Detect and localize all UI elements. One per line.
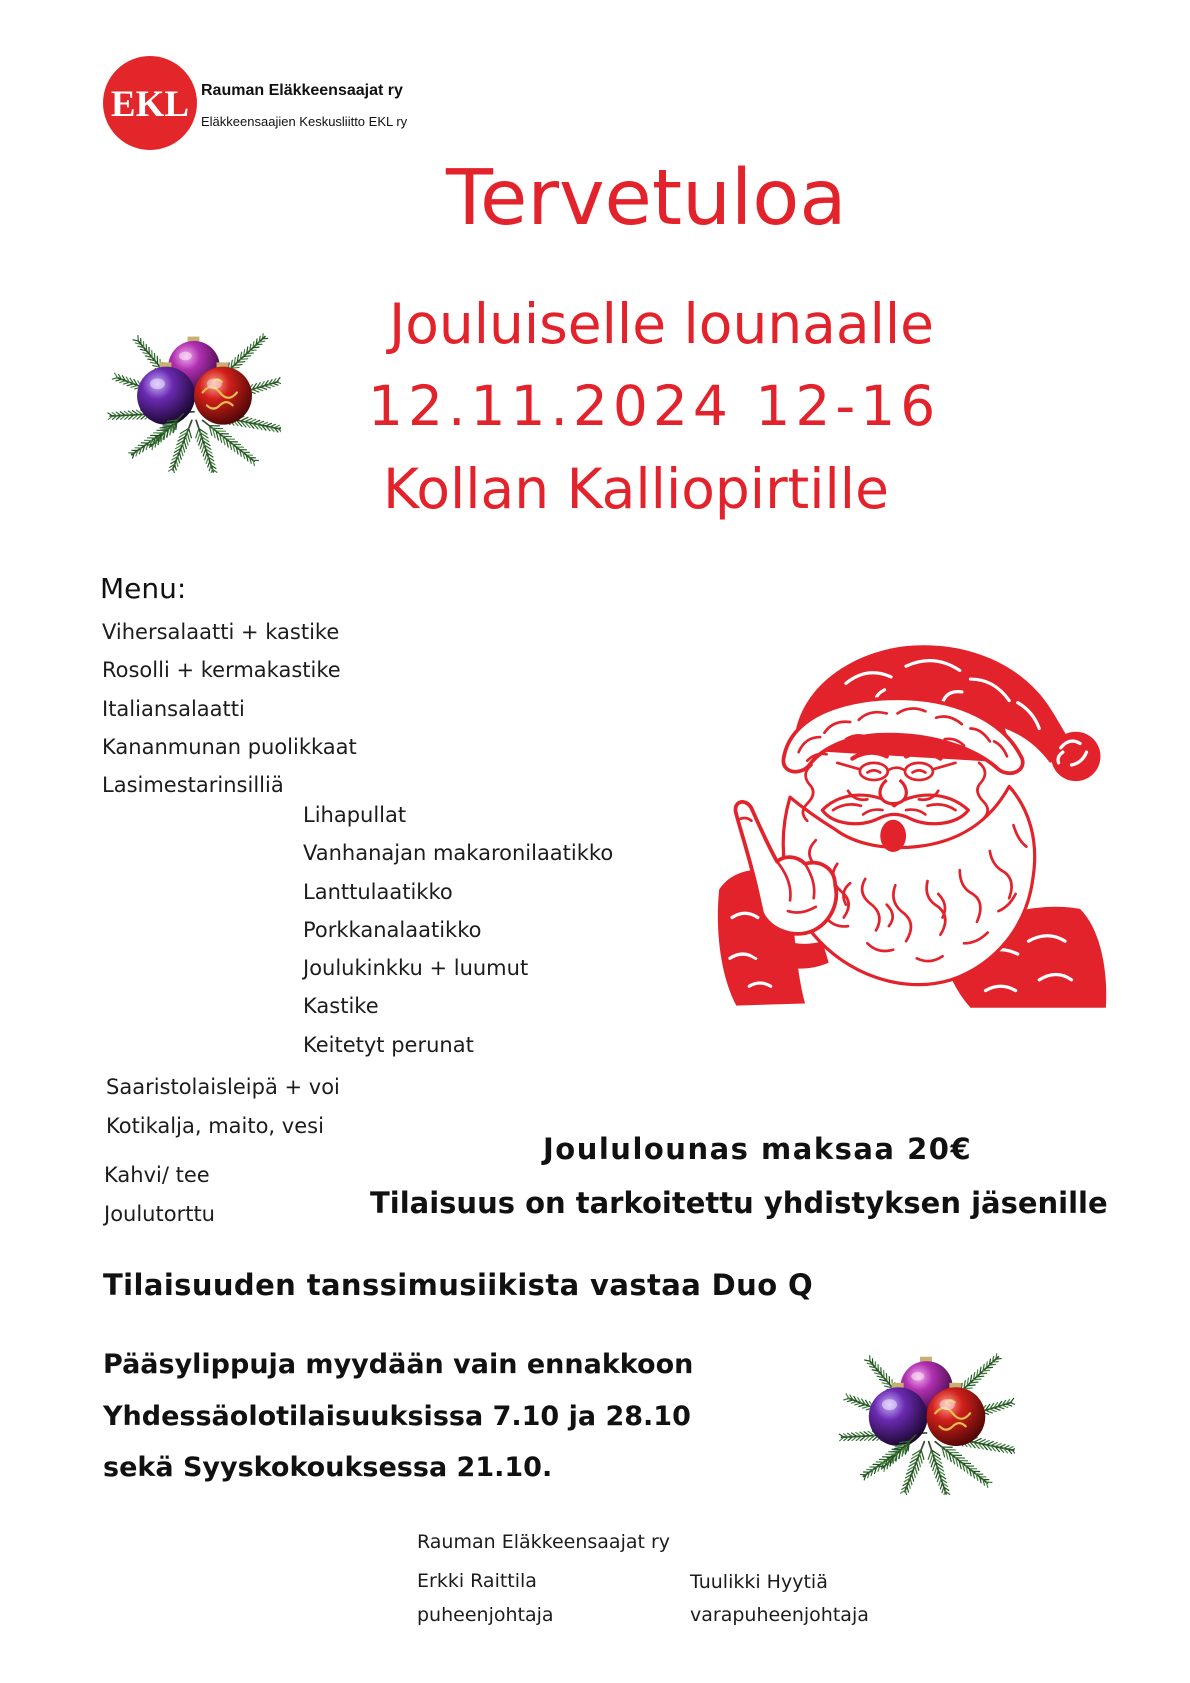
ticket-line: Yhdessäolotilaisuuksissa 7.10 ja 28.10 — [103, 1400, 691, 1432]
ekl-logo — [102, 55, 198, 151]
chair-role: puheenjohtaja — [417, 1604, 554, 1626]
logo-text: EKL — [110, 84, 190, 125]
christmas-ornaments-icon — [107, 328, 281, 473]
vice-chair-role: varapuheenjohtaja — [690, 1604, 869, 1626]
organization-name: Rauman Eläkkeensaajat ry — [201, 82, 403, 99]
menu-item: Italiansalaatti — [102, 696, 245, 721]
music-text: Tilaisuuden tanssimusiikista vastaa Duo Q — [103, 1268, 814, 1302]
menu-item: Kastike — [303, 994, 379, 1019]
menu-sides — [106, 1068, 340, 1146]
violet-bauble — [137, 367, 195, 425]
menu-item: Rosolli + kermakastike — [102, 658, 341, 683]
menu-item: Lasimestarinsilliä — [102, 773, 284, 798]
federation-name: Eläkkeensaajien Keskusliitto EKL ry — [201, 114, 408, 129]
menu-item: Joulukinkku + luumut — [303, 956, 529, 981]
menu-mains — [303, 796, 613, 1064]
menu-item: Kahvi/ tee — [104, 1163, 210, 1187]
menu-item: Vanhanajan makaronilaatikko — [303, 841, 614, 866]
ticket-info — [103, 1339, 693, 1494]
menu-dessert — [104, 1156, 215, 1234]
ticket-line: Pääsylippuja myydään vain ennakkoon — [103, 1349, 694, 1380]
event-venue: Kollan Kalliopirtille — [383, 457, 889, 521]
menu-item: Porkkanalaatikko — [303, 917, 482, 942]
signature-chair — [417, 1564, 554, 1632]
chair-name: Erkki Raittila — [417, 1570, 537, 1592]
welcome-title: Tervetuloa — [446, 154, 847, 243]
santa-claus-illustration — [717, 636, 1108, 1010]
signature-vice-chair — [690, 1566, 869, 1632]
menu-item: Kotikalja, maito, vesi — [106, 1114, 324, 1138]
violet-bauble — [869, 1387, 928, 1446]
menu-item: Lanttulaatikko — [303, 879, 453, 904]
menu-item: Saaristolaisleipä + voi — [106, 1075, 340, 1099]
menu-item: Joulutorttu — [104, 1202, 215, 1226]
audience-text: Tilaisuus on tarkoitettu yhdistyksen jäsenille — [370, 1186, 1108, 1220]
price-text: Joululounas maksaa 20€ — [543, 1132, 973, 1166]
menu-item: Kananmunan puolikkaat — [102, 734, 357, 759]
ticket-line: sekä Syyskokouksessa 21.10. — [103, 1452, 553, 1483]
menu-item: Lihapullat — [303, 803, 407, 827]
signature-organization: Rauman Eläkkeensaajat ry — [417, 1531, 671, 1553]
santa-mouth — [880, 820, 906, 852]
vice-chair-name: Tuulikki Hyytiä — [690, 1571, 828, 1593]
menu-heading: Menu: — [100, 572, 187, 605]
menu-item: Vihersalaatti + kastike — [102, 620, 340, 644]
event-datetime: 12.11.2024 12-16 — [368, 374, 941, 438]
menu-starters — [102, 613, 357, 804]
christmas-ornaments-icon — [838, 1348, 1015, 1495]
event-subtitle: Jouluiselle lounaalle — [389, 292, 934, 356]
menu-item: Keitetyt perunat — [303, 1032, 474, 1057]
